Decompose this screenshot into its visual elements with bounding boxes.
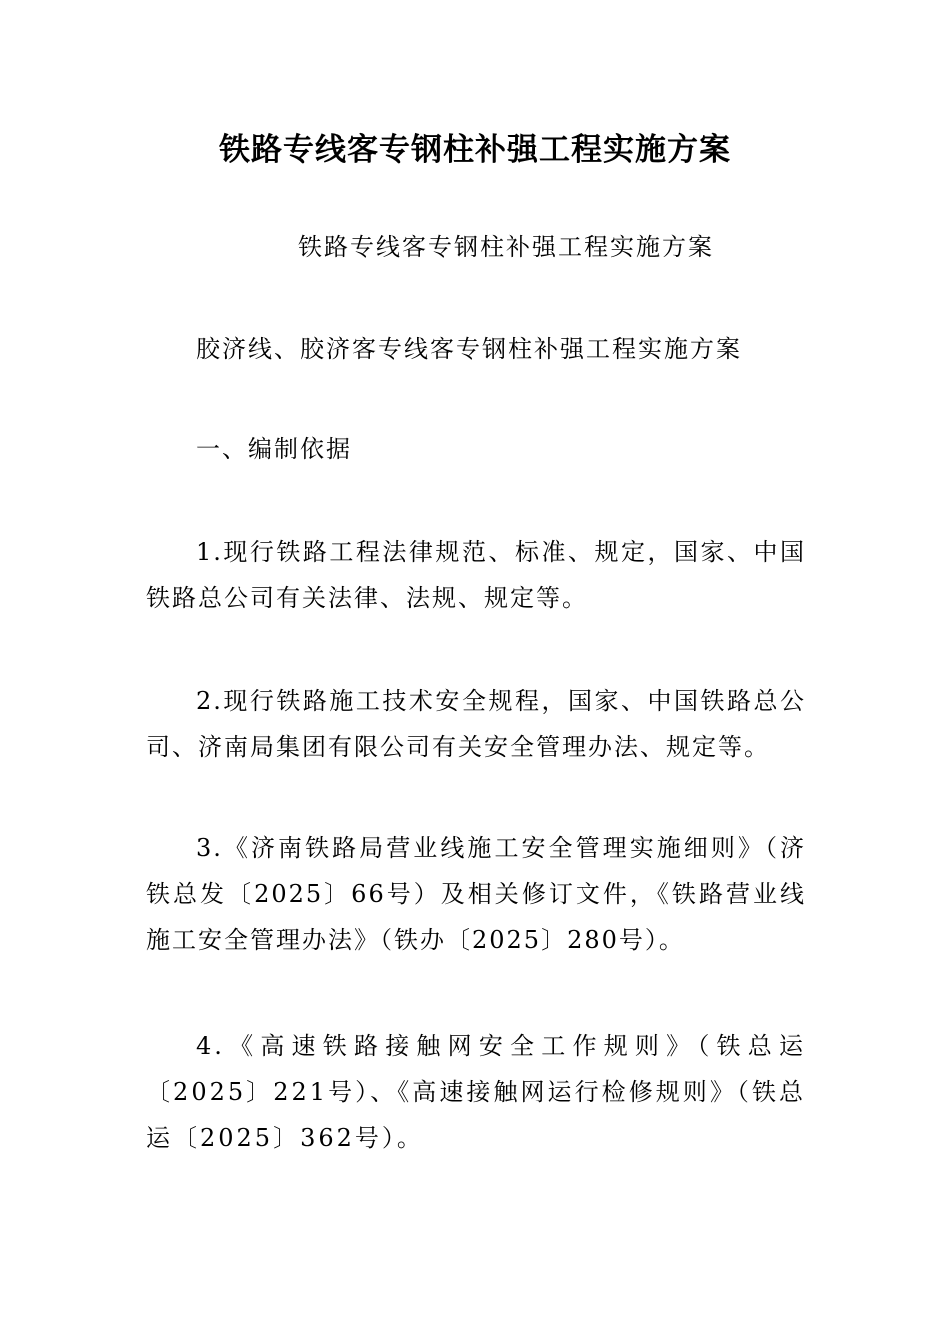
basis-paragraph-3: 3.《济南铁路局营业线施工安全管理实施细则》（济铁总发〔2025〕66号）及相关修订文件，《铁路营业线施工安全管理办法》（铁办〔2025〕280号）。	[146, 834, 806, 954]
document-title: 铁路专线客专钢柱补强工程实施方案	[219, 132, 731, 168]
basis-paragraph-2: 2.现行铁路施工技术安全规程，国家、中国铁路总公司、济南局集团有限公司有关安全管理办法、规定等。	[146, 687, 806, 761]
section-heading: 一、编制依据	[196, 435, 352, 463]
basis-paragraph-4: 4.《高速铁路接触网安全工作规则》（铁总运〔2025〕221号）、《高速接触网运行检修规则》（铁总运〔2025〕362号）。	[146, 1032, 806, 1152]
document-subtitle: 铁路专线客专钢柱补强工程实施方案	[298, 233, 714, 261]
project-name: 胶济线、胶济客专线客专钢柱补强工程实施方案	[196, 335, 742, 363]
basis-paragraph-1: 1.现行铁路工程法律规范、标准、规定，国家、中国铁路总公司有关法律、法规、规定等。	[146, 538, 806, 612]
